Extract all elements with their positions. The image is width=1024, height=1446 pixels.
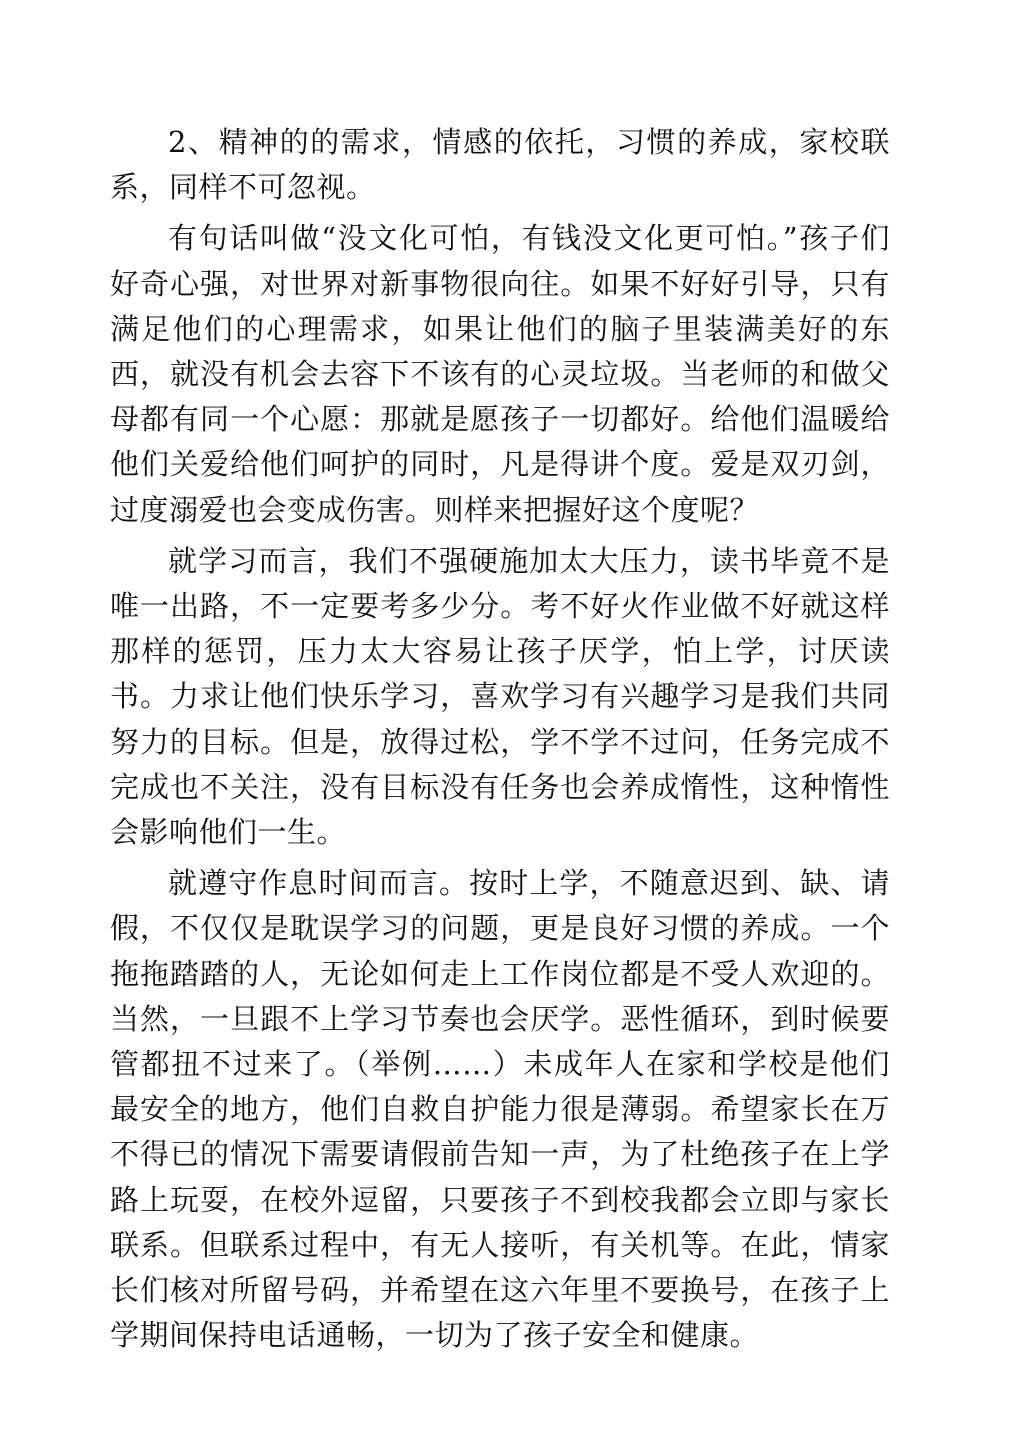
paragraph-3: 就学习而言，我们不强硬施加太大压力，读书毕竟不是唯一出路，不一定要考多少分。考不好火作业做不好就这样那样的惩罚，压力太大容易让孩子厌学，怕上学，讨厌读书。力求让他们快乐学习，喜欢学习有兴趣学习是我们共同努力的目标。但是，放得过松，学不学不过问，任务完成不完成也不关注，没有目标没有任务也会养成惰性，这种惰性会影响他们一生。 bbox=[110, 543, 890, 850]
paragraph-2: 有句话叫做“没文化可怕，有钱没文化更可怕。”孩子们好奇心强，对世界对新事物很向往。如果不好好引导，只有满足他们的心理需求，如果让他们的脑子里装满美好的东西，就没有机会去容下不该有的心灵垃圾。当老师的和做父母都有同一个心愿：那就是愿孩子一切都好。给他们温暖给他们关爱给他们呵护的同时，凡是得讲个度。爱是双刃剑，过度溺爱也会变成伤害。则样来把握好这个度呢？ bbox=[110, 221, 890, 527]
paragraph-4: 就遵守作息时间而言。按时上学，不随意迟到、缺、请假，不仅仅是耽误学习的问题，更是良好习惯的养成。一个拖拖踏踏的人，无论如何走上工作岗位都是不受人欢迎的。当然，一旦跟不上学习节奏也会厌学。恶性循环，到时候要管都扭不过来了。（举例……）未成年人在家和学校是他们最安全的地方，他们自救自护能力很是薄弱。希望家长在万不得已的情况下需要请假前告知一声，为了杜绝孩子在上学路上玩耍，在校外逗留，只要孩子不到校我都会立即与家长联系。但联系过程中，有无人接听，有关机等。在此，情家长们核对所留号码，并希望在这六年里不要换号，在孩子上学期间保持电话通畅，一切为了孩子安全和健康。 bbox=[110, 866, 890, 1353]
paragraph-1: 2、精神的的需求，情感的依托，习惯的养成，家校联系，同样不可忽视。 bbox=[110, 125, 890, 205]
document-body bbox=[110, 120, 890, 1364]
